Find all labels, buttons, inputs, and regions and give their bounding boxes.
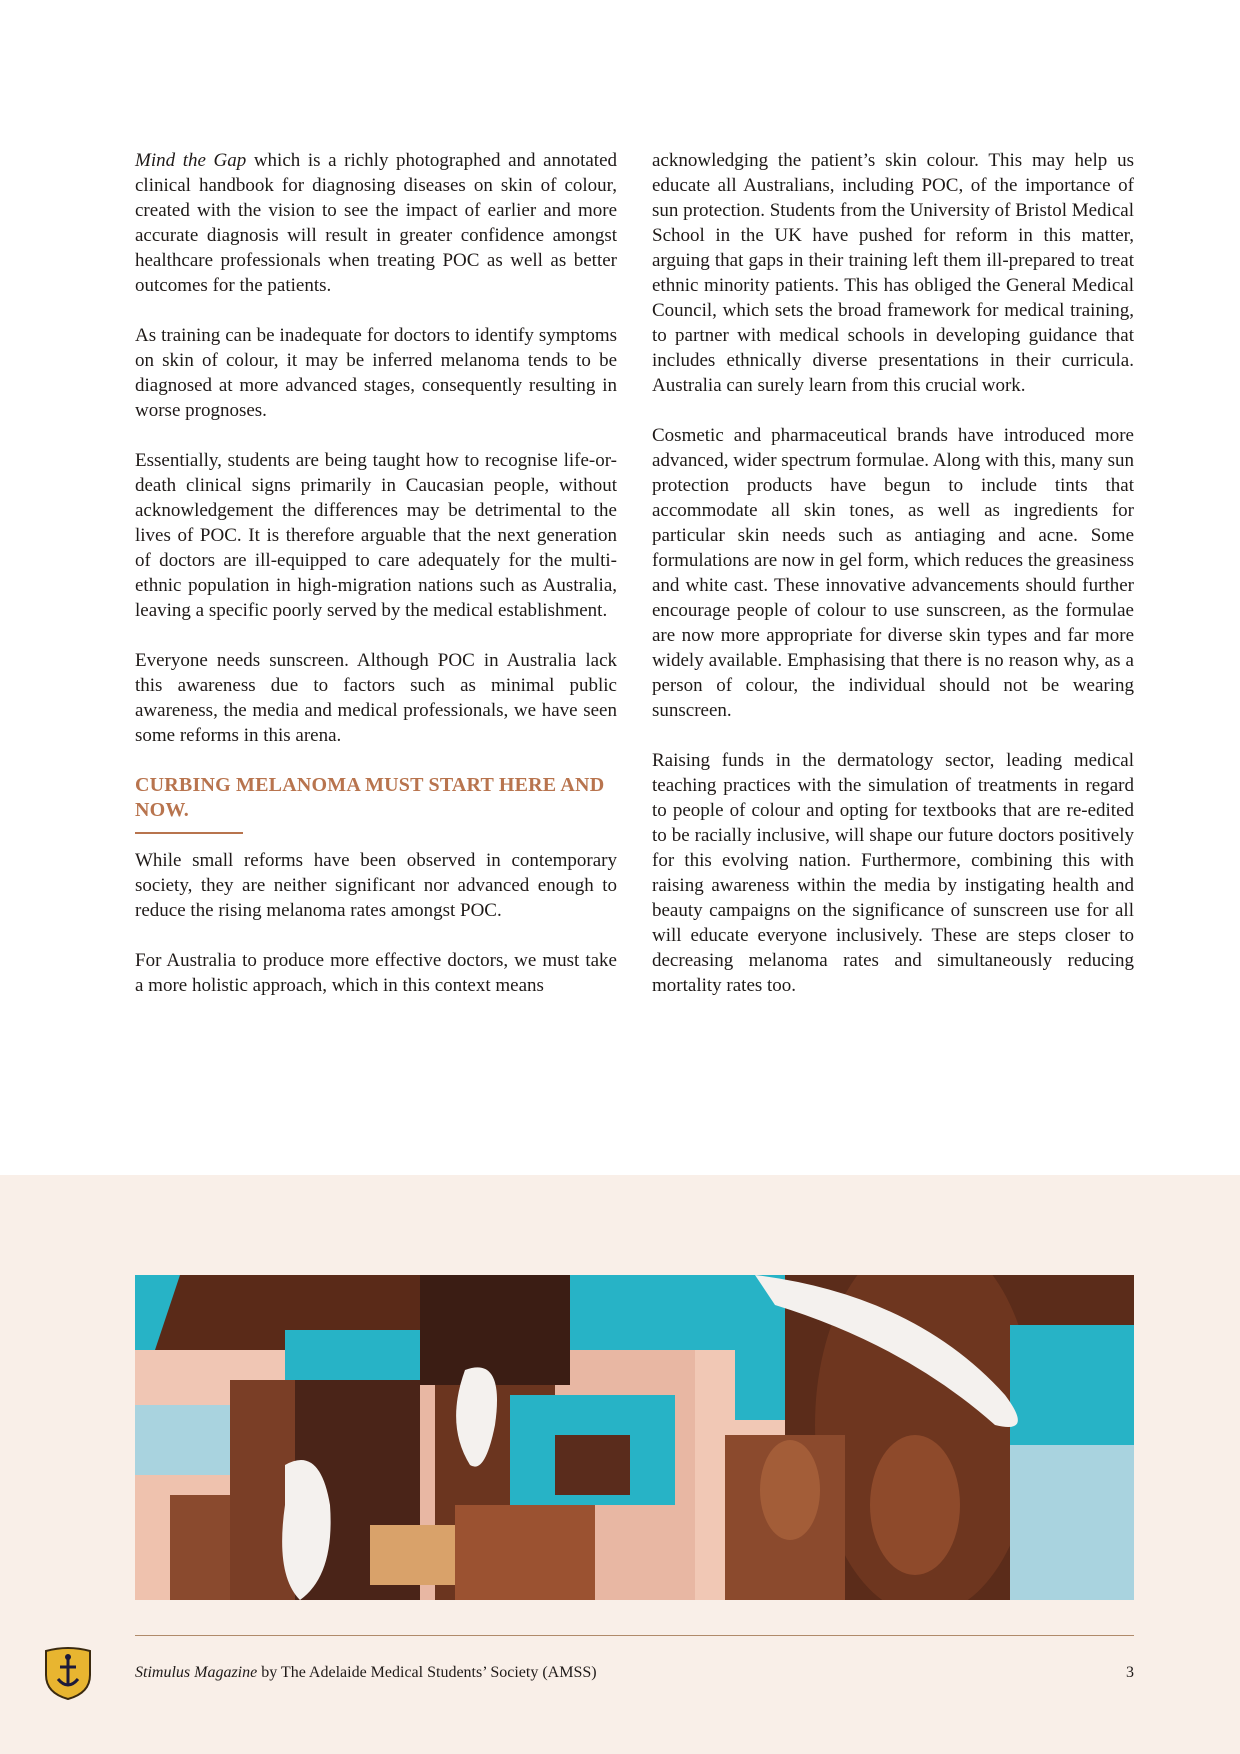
left-paragraph-4: Everyone needs sunscreen. Although POC in Australia lack this awareness due to factors such as minimal public awareness, the media and medical professionals, we have seen some reforms in this arena. <box>135 650 617 746</box>
left-column <box>135 148 617 998</box>
left-paragraph-3: Essentially, students are being taught how to recognise life-or-death clinical signs primarily in Caucasian people, without acknowledgement the differences may be detrimental to the lives of POC. It is therefore arguable that the next generation of doctors are ill-equipped to care adequately for the multi-ethnic population in high-migration nations such as Australia, leaving a specific poorly served by the medical establishment. <box>135 450 617 621</box>
skin-collage-image <box>135 1275 1134 1600</box>
magazine-name: Stimulus Magazine <box>135 1664 258 1681</box>
left-paragraph-1 <box>135 148 617 298</box>
page-number: 3 <box>1126 1664 1134 1681</box>
collage-artwork <box>135 1275 1134 1600</box>
right-paragraph-1: acknowledging the patient’s skin colour. This may help us educate all Australians, including POC, of the importance of sun protection. Students from the University of Bristol Medical School in the UK have pushed for reform in this matter, arguing that gaps in their training left them ill-prepared to treat ethnic minority patients. This has obliged the General Medical Council, which sets the broad framework for medical training, to partner with medical schools in developing guidance that includes ethnically diverse presentations in their curricula. Australia can surely learn from this crucial work. <box>652 150 1134 396</box>
publisher-line: by The Adelaide Medical Students’ Society (AMSS) <box>257 1664 597 1681</box>
left-paragraph-1-text: which is a richly photographed and annotated clinical handbook for diagnosing diseases on skin of colour, created with the vision to see the impact of earlier and more accurate diagnosis will result in greater confidence amongst healthcare professionals when treating POC as well as better outcomes for the patients. <box>135 150 617 296</box>
heading-underline <box>135 832 243 834</box>
right-paragraph-2: Cosmetic and pharmaceutical brands have introduced more advanced, wider spectrum formulae. Along with this, many sun protection products have begun to include tints that accommodate all skin tones, as well as ingredients for particular skin needs such as antiaging and acne. Some formulations are now in gel form, which reduces the greasiness and white cast. These innovative advancements should further encourage people of colour to use sunscreen, as the formulae are now more appropriate for diverse skin types and far more widely available. Emphasising that there is no reason why, as a person of colour, the individual should not be wearing sunscreen. <box>652 425 1134 721</box>
amss-shield-logo <box>40 1645 96 1701</box>
footer-credit <box>135 1664 597 1682</box>
section-heading: CURBING MELANOMA MUST START HERE AND NOW. <box>135 774 605 821</box>
right-paragraph-3: Raising funds in the dermatology sector, leading medical teaching practices with the simulation of treatments in regard to people of colour and opting for textbooks that are re-edited to be racially inclusive, will shape our future doctors positively for this evolving nation. Furthermore, combining this with raising awareness within the media by instigating health and beauty campaigns on the significance of sunscreen use for all will educate everyone inclusively. These are steps closer to decreasing melanoma rates and simultaneously reducing mortality rates too. <box>652 750 1134 996</box>
left-paragraph-5: While small reforms have been observed in contemporary society, they are neither significant nor advanced enough to reduce the rising melanoma rates amongst POC. <box>135 850 617 921</box>
right-column <box>652 148 1134 998</box>
left-paragraph-6: For Australia to produce more effective doctors, we must take a more holistic approach, which in this context means <box>135 950 617 996</box>
footer-divider <box>135 1635 1134 1636</box>
left-paragraph-2: As training can be inadequate for doctors to identify symptoms on skin of colour, it may be inferred melanoma tends to be diagnosed at more advanced stages, consequently resulting in worse prognoses. <box>135 325 617 421</box>
book-title: Mind the Gap <box>135 150 247 171</box>
